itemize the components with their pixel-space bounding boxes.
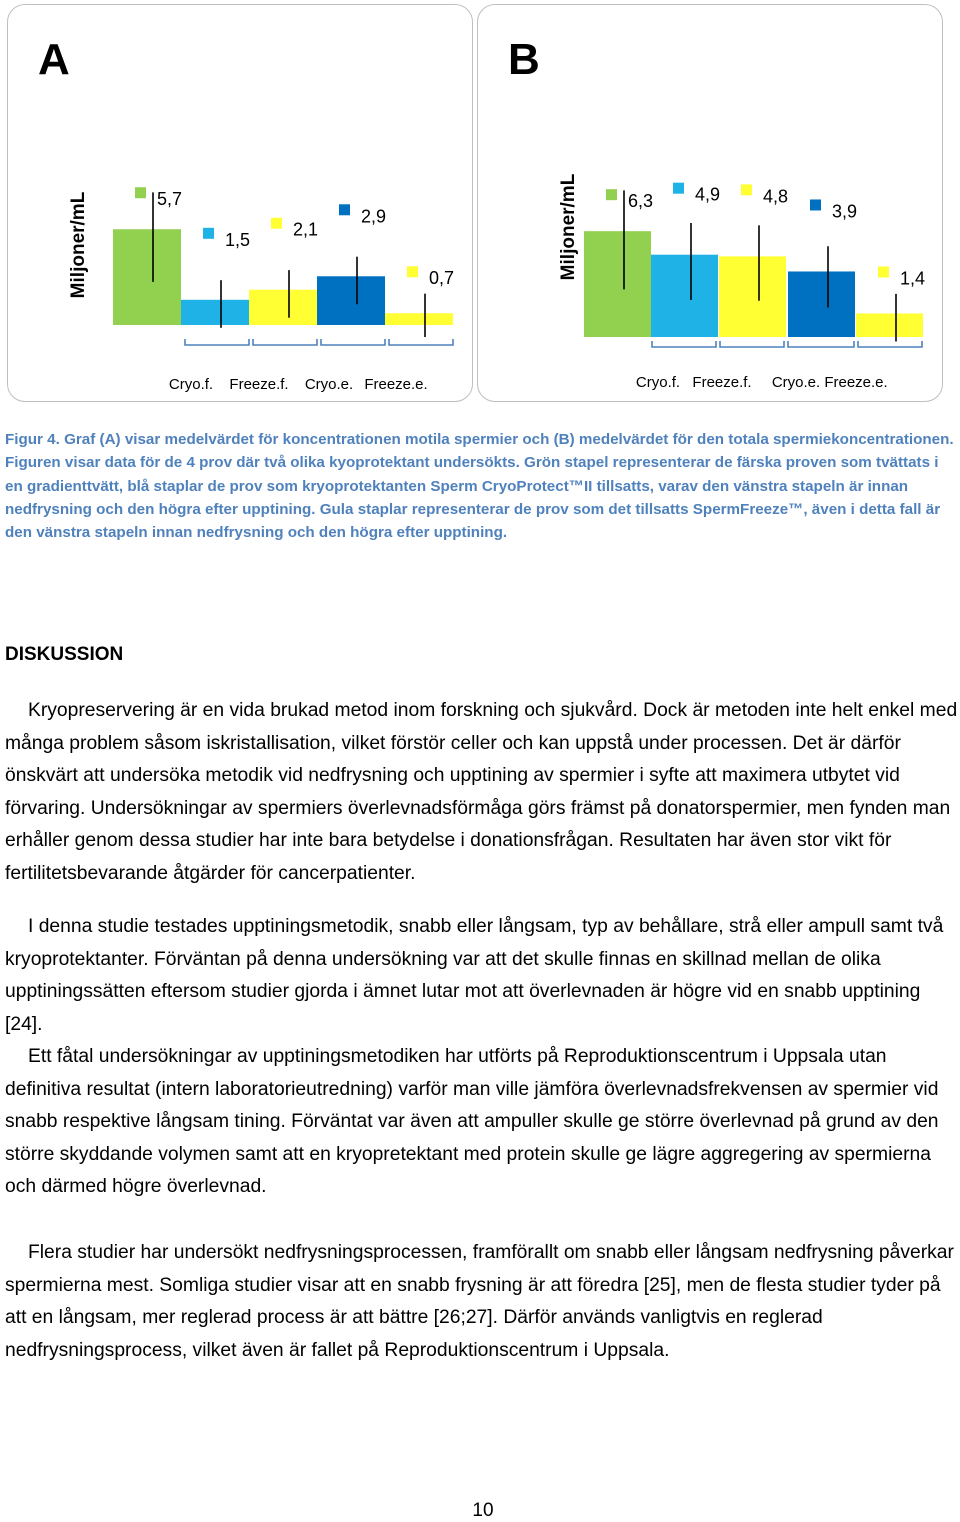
paragraph-text: I denna studie testades upptiningsmetodik, snabb eller långsam, typ av behållare, strå eller ampull samt två kryoprotektanter. Förväntan på denna undersökning var att det skulle finnas en skillnad mellan de olika upptiningssätten eftersom studier gjorda i ämnet lutar mot att överlevnaden är högre vid en snabb upptining [24]. xyxy=(5,916,944,1035)
y-axis-label: Miljoner/mL xyxy=(558,173,579,281)
paragraph xyxy=(5,1041,960,1204)
category-bracket xyxy=(788,341,854,347)
category-label: Freeze.e. xyxy=(364,376,428,393)
paragraph-text: Kryopreservering är en vida brukad metod inom forskning och sjukvård. Dock är metoden inte helt enkel med många problem såsom iskristallisation, vilket förstör celler och kan uppstå under processen. Det är därför önskvärt att undersöka metodik vid nedfrysning och upptining av spermier i syfte att maximera utbytet vid förvaring. Undersökningar av spermiers överlevnadsförmåga görs främst på donatorspermier, men fynden man erhåller genom dessa studier har inte bara betydelse i donationsfrågan. Resultaten har även stor vikt för fertilitetsbevarande åtgärder för cancerpatienter. xyxy=(5,700,958,884)
marker-square xyxy=(203,228,214,239)
category-label: Freeze.f. xyxy=(229,376,289,393)
category-label: Freeze.e. xyxy=(824,374,888,391)
bar xyxy=(584,231,651,337)
bar-chart-a xyxy=(8,5,474,403)
data-label: 2,9 xyxy=(361,206,387,227)
bar xyxy=(385,313,453,325)
y-axis-label: Miljoner/mL xyxy=(68,191,89,299)
marker-square xyxy=(673,183,684,194)
data-label: 5,7 xyxy=(157,189,183,210)
category-label: Freeze.f. xyxy=(692,374,752,391)
chart-panel-b xyxy=(477,4,943,402)
category-bracket xyxy=(185,339,249,345)
marker-square xyxy=(339,204,350,215)
category-bracket xyxy=(652,341,716,347)
bar-chart-b xyxy=(478,5,944,403)
paragraph-text: Ett fåtal undersökningar av upptiningsmetodiken har utförts på Reproduktionscentrum i Uppsala utan definitiva resultat (intern laboratorieutredning) varför man ville jämföra överlevnadsfrekvensen av spermier vid snabb respektive långsam tining. Förväntat var även att ampuller skulle ge större överlevnad på grund av den större skyddande volymen samt att en kryopretektant med protein skulle ge lägre aggregering av spermierna och därmed högre överlevnad. xyxy=(5,1046,939,1197)
category-label: Cryo.e. xyxy=(304,376,354,393)
data-label: 2,1 xyxy=(293,219,319,240)
bar xyxy=(113,229,181,325)
category-bracket xyxy=(389,339,453,345)
bar xyxy=(719,256,786,337)
data-label: 4,8 xyxy=(763,186,789,207)
marker-square xyxy=(135,187,146,198)
panel-label: B xyxy=(508,35,540,84)
category-label: Cryo.f. xyxy=(635,374,681,391)
page-number: 10 xyxy=(472,1500,494,1521)
data-label: 4,9 xyxy=(695,184,721,205)
bar xyxy=(651,255,718,337)
marker-square xyxy=(741,184,752,195)
category-bracket xyxy=(253,339,317,345)
section-heading: DISKUSSION xyxy=(5,644,124,665)
bar xyxy=(317,276,385,325)
marker-square xyxy=(271,218,282,229)
paragraph-text: Flera studier har undersökt nedfrysningsprocessen, framförallt om snabb eller långsam nedfrysning påverkar spermierna mest. Somliga studier visar att en snabb frysning är att föredra [25], men de flesta studier tyder på att en långsam, mer reglerad process är att bättre [26;27]. Därför används vanligtvis en reglerad nedfrysningsprocess, vilket även är fallet på Reproduktionscentrum i Uppsala. xyxy=(5,1242,954,1361)
paragraph xyxy=(5,695,960,890)
bar xyxy=(249,290,317,325)
marker-square xyxy=(810,199,821,210)
marker-square xyxy=(407,266,418,277)
data-label: 0,7 xyxy=(429,268,455,289)
paragraph xyxy=(5,911,960,1041)
category-label: Cryo.f. xyxy=(168,376,214,393)
paragraph xyxy=(5,1237,960,1367)
data-label: 1,4 xyxy=(900,268,926,289)
category-label: Cryo.e. xyxy=(771,374,821,391)
category-bracket xyxy=(858,341,922,347)
marker-square xyxy=(878,266,889,277)
data-label: 3,9 xyxy=(832,201,858,222)
bar xyxy=(181,300,249,325)
chart-panel-a xyxy=(7,4,473,402)
data-label: 6,3 xyxy=(628,191,654,212)
panel-label: A xyxy=(38,35,70,84)
bar xyxy=(788,271,855,337)
data-label: 1,5 xyxy=(225,229,251,250)
category-bracket xyxy=(321,339,385,345)
bar xyxy=(856,313,923,337)
category-bracket xyxy=(720,341,784,347)
marker-square xyxy=(606,189,617,200)
figure-caption: Figur 4. Graf (A) visar medelvärdet för koncentrationen motila spermier och (B) medelvärdet för den totala spermiekoncentrationen. Figuren visar data för de 4 prov där två olika kyoprotektant undersökts. Grön stapel representerar de färska proven som tvättats i en gradienttvätt, blå staplar de prov som kryoprotektanten Sperm CryoProtect™II tillsatts, varav den vänstra stapeln är innan nedfrysning och den högra efter upptining. Gula staplar representerar de prov som det tillsatts SpermFreeze™, även i detta fall är den vänstra stapeln innan nedfrysning och den högra efter upptining. xyxy=(5,431,954,542)
